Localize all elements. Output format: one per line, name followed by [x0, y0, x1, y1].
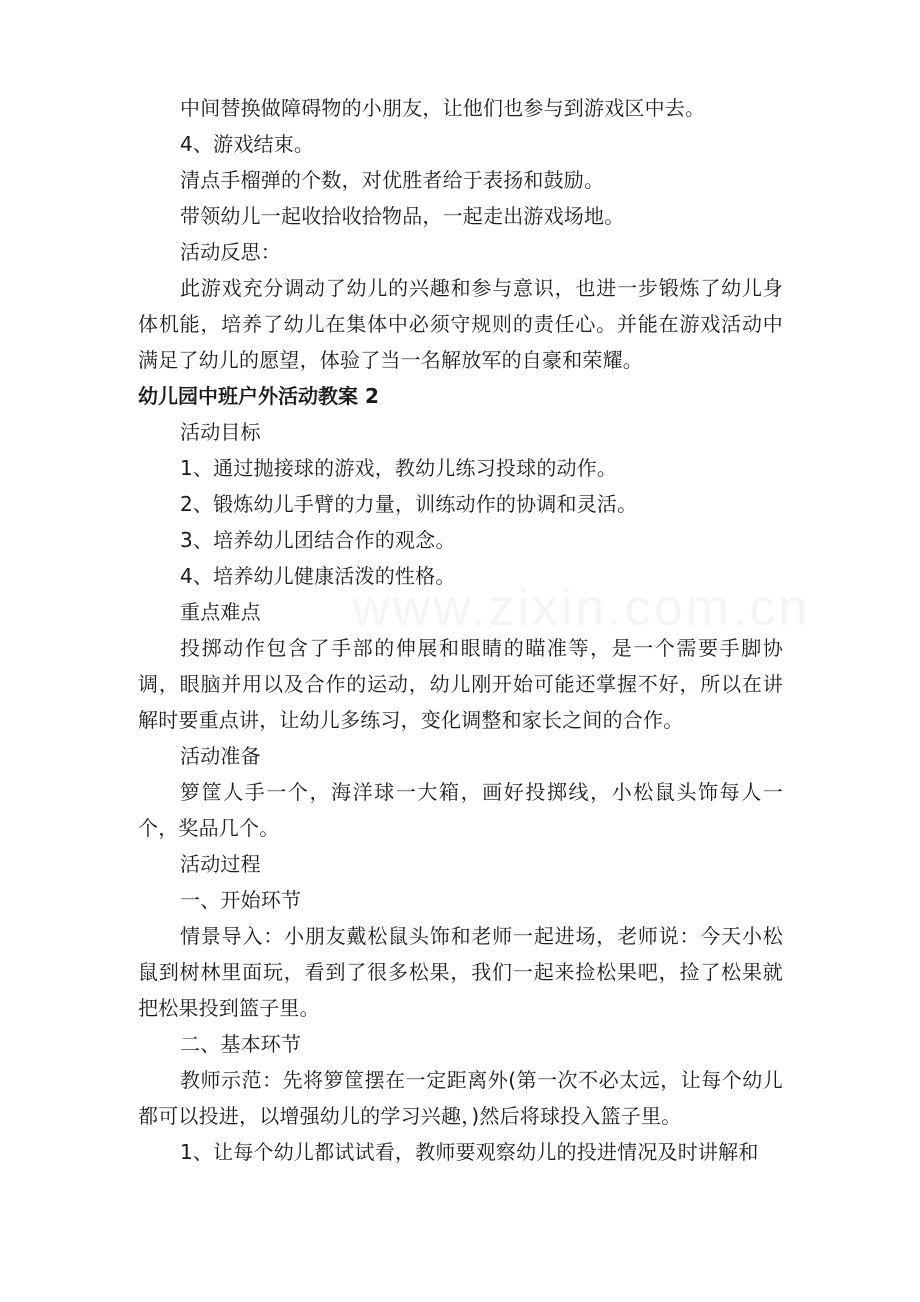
paragraph: 一、开始环节 [180, 888, 302, 912]
paragraph: 4、游戏结束。 [180, 132, 315, 156]
paragraph: 教师示范：先将箩筐摆在一定距离外(第一次不必太远，让每个幼儿都可以投进，以增强幼儿的学习兴趣，)然后将球投入篮子里。 [138, 1068, 783, 1128]
subheading: 活动目标 [180, 420, 261, 444]
paragraph: 清点手榴弹的个数，对优胜者给于表扬和鼓励。 [180, 168, 605, 192]
paragraph: 活动反思： [180, 240, 281, 264]
subheading: 重点难点 [180, 600, 261, 624]
paragraph: 4、培养幼儿健康活泼的性格。 [180, 564, 456, 588]
paragraph: 二、基本环节 [180, 1032, 302, 1056]
paragraph: 中间替换做障碍物的小朋友，让他们也参与到游戏区中去。 [180, 96, 706, 120]
subheading: 活动过程 [180, 852, 261, 876]
paragraph: 1、通过抛接球的游戏，教幼儿练习投球的动作。 [180, 456, 618, 480]
subheading: 活动准备 [180, 744, 261, 768]
paragraph: 箩筐人手一个，海洋球一大箱，画好投掷线，小松鼠头饰每人一个，奖品几个。 [138, 780, 783, 840]
paragraph: 3、培养幼儿团结合作的观念。 [180, 528, 456, 552]
watermark: www.zixin.com.cn [352, 579, 811, 637]
paragraph: 带领幼儿一起收拾收拾物品，一起走出游戏场地。 [180, 204, 625, 228]
section-title: 幼儿园中班户外活动教案 2 [138, 384, 379, 408]
paragraph: 投掷动作包含了手部的伸展和眼睛的瞄准等，是一个需要手脚协调，眼脑并用以及合作的运动，幼儿刚开始可能还掌握不好，所以在讲解时要重点讲，让幼儿多练习，变化调整和家长之间的合作。 [138, 636, 783, 732]
paragraph: 1、让每个幼儿都试试看，教师要观察幼儿的投进情况及时讲解和 [180, 1140, 759, 1164]
paragraph: 情景导入：小朋友戴松鼠头饰和老师一起进场，老师说：今天小松鼠到树林里面玩，看到了很多松果，我们一起来捡松果吧，捡了松果就把松果投到篮子里。 [138, 924, 783, 1020]
paragraph: 此游戏充分调动了幼儿的兴趣和参与意识，也进一步锻炼了幼儿身体机能，培养了幼儿在集体中必须守规则的责任心。并能在游戏活动中满足了幼儿的愿望，体验了当一名解放军的自豪和荣耀。 [138, 276, 783, 372]
document-body [138, 90, 783, 1170]
paragraph: 2、锻炼幼儿手臂的力量，训练动作的协调和灵活。 [180, 492, 638, 516]
